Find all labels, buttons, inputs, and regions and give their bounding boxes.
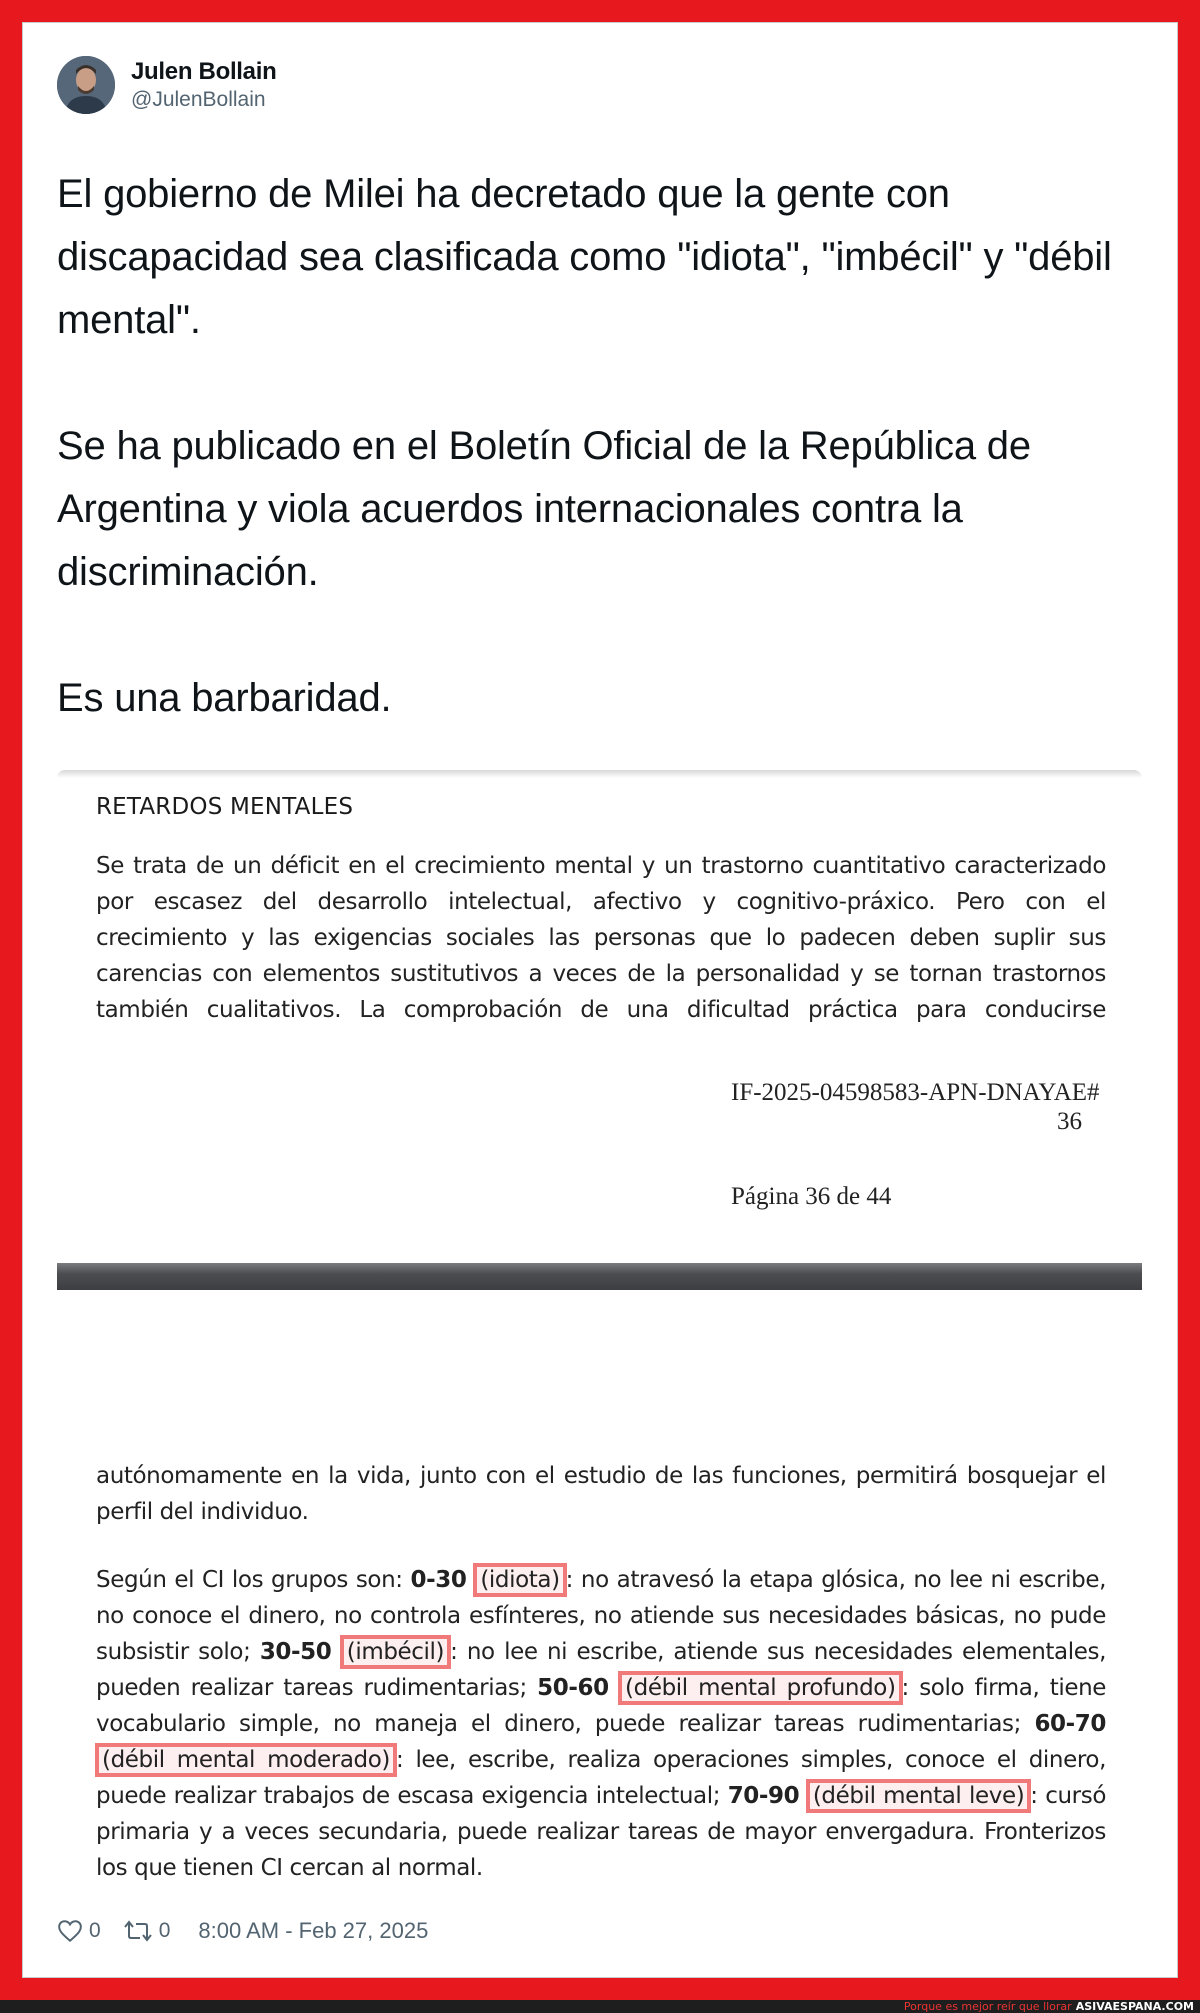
document-page-number: 36: [1057, 1108, 1082, 1135]
document-line: [96, 1562, 1106, 1598]
document-line: Se trata de un déficit en el crecimiento mental y un trastorno cuantitativo caracterizado: [96, 853, 1106, 879]
image-top-edge: [57, 770, 1142, 778]
document-paragraph-2: [96, 1458, 1106, 1530]
avatar-photo-icon: [57, 56, 115, 114]
tweet-header: [57, 54, 276, 116]
document-line: [96, 1742, 1106, 1778]
retweet-button[interactable]: [123, 1919, 171, 1943]
document-line: perfil del individuo.: [96, 1499, 309, 1525]
highlight-debil-profundo: (débil mental profundo): [618, 1671, 903, 1705]
document-line: no conoce el dinero, no controla esfínteres, no atiende sus necesidades básicas, no pude: [96, 1603, 1106, 1629]
ci-range: 60-70: [1034, 1711, 1106, 1737]
text-segment: : cursó: [1030, 1783, 1106, 1809]
text-segment: vocabulario simple, no maneja el dinero, puede realizar tareas rudimentarias;: [96, 1711, 1035, 1737]
tweet-paragraph: Se ha publicado en el Boletín Oficial de la República de Argentina y viola acuerdos internacionales contra la discriminación.: [57, 424, 1031, 594]
document-line: [96, 1778, 1106, 1814]
document-line: primaria y a veces secundaria, puede realizar tareas de mayor envergadura. Fronterizos: [96, 1819, 1106, 1845]
document-line: por escasez del desarrollo intelectual, afectivo y cognitivo-práxico. Pero con el: [96, 889, 1106, 915]
attached-document-image[interactable]: [57, 770, 1142, 1910]
page-separator: [57, 1263, 1142, 1290]
ci-range: 70-90: [727, 1783, 800, 1809]
document-heading: RETARDOS MENTALES: [96, 794, 354, 820]
ci-range: 30-50: [259, 1639, 332, 1665]
document-line: [96, 1706, 1106, 1742]
highlight-debil-moderado: (débil mental moderado): [95, 1743, 397, 1777]
ci-range: 0-30: [410, 1567, 467, 1593]
text-segment: : no atravesó la etapa glósica, no lee ni escribe,: [565, 1567, 1106, 1593]
heart-icon: [57, 1919, 83, 1943]
user-handle[interactable]: @JulenBollain: [131, 88, 266, 111]
retweet-count: 0: [158, 1919, 171, 1942]
tweet-text: [57, 163, 1147, 730]
document-reference-code: IF-2025-04598583-APN-DNAYAE#: [731, 1079, 1100, 1106]
display-name[interactable]: Julen Bollain: [131, 58, 277, 85]
document-line: también cualitativos. La comprobación de una dificultad práctica para conducirse: [96, 997, 1106, 1023]
watermark-site[interactable]: ASIVAESPANA.COM: [1075, 2000, 1194, 2013]
like-button[interactable]: [57, 1919, 101, 1943]
tweet-actions: [57, 1915, 428, 1947]
text-segment: subsistir solo;: [96, 1639, 260, 1665]
document-paragraph-3: [96, 1562, 1106, 1886]
highlight-idiota: (idiota): [473, 1563, 566, 1597]
document-line: los que tienen CI cercan al normal.: [96, 1855, 483, 1881]
text-segment: pueden realizar tareas rudimentarias;: [96, 1675, 538, 1701]
document-line: [96, 1634, 1106, 1670]
text-segment: puede realizar trabajos de escasa exigencia intelectual;: [96, 1783, 728, 1809]
watermark-bar: [0, 2000, 1200, 2013]
document-page-label: Página 36 de 44: [731, 1183, 892, 1210]
like-count: 0: [89, 1919, 101, 1942]
text-segment: Según el CI los grupos son:: [96, 1567, 411, 1593]
text-segment: : no lee ni escribe, atiende sus necesidades elementales,: [450, 1639, 1106, 1665]
highlight-imbecil: (imbécil): [340, 1635, 451, 1669]
document-line: autónomamente en la vida, junto con el estudio de las funciones, permitirá bosquejar el: [96, 1463, 1106, 1489]
document-paragraph-1: [96, 848, 1106, 1028]
ci-range: 50-60: [537, 1675, 609, 1701]
tweet-timestamp[interactable]: 8:00 AM - Feb 27, 2025: [198, 1918, 429, 1943]
avatar[interactable]: [57, 56, 115, 114]
document-line: carencias con elementos sustitutivos a veces de la personalidad y se tornan trastornos: [96, 961, 1106, 987]
watermark-slogan: Porque es mejor reír que llorar: [903, 2000, 1072, 2013]
document-line: crecimiento y las exigencias sociales las personas que lo padecen deben suplir sus: [96, 925, 1106, 951]
text-segment: : lee, escribe, realiza operaciones simples, conoce el dinero,: [395, 1747, 1106, 1773]
tweet-paragraph: El gobierno de Milei ha decretado que la gente con discapacidad sea clasificada como "idiota", "imbécil" y "débil mental".: [57, 172, 1112, 342]
retweet-icon: [123, 1919, 153, 1943]
highlight-debil-leve: (débil mental leve): [806, 1779, 1031, 1813]
text-segment: : solo firma, tiene: [901, 1675, 1106, 1701]
watermark-text: [904, 2000, 1194, 2013]
document-line: [96, 1670, 1106, 1706]
tweet-paragraph: Es una barbaridad.: [57, 676, 392, 720]
